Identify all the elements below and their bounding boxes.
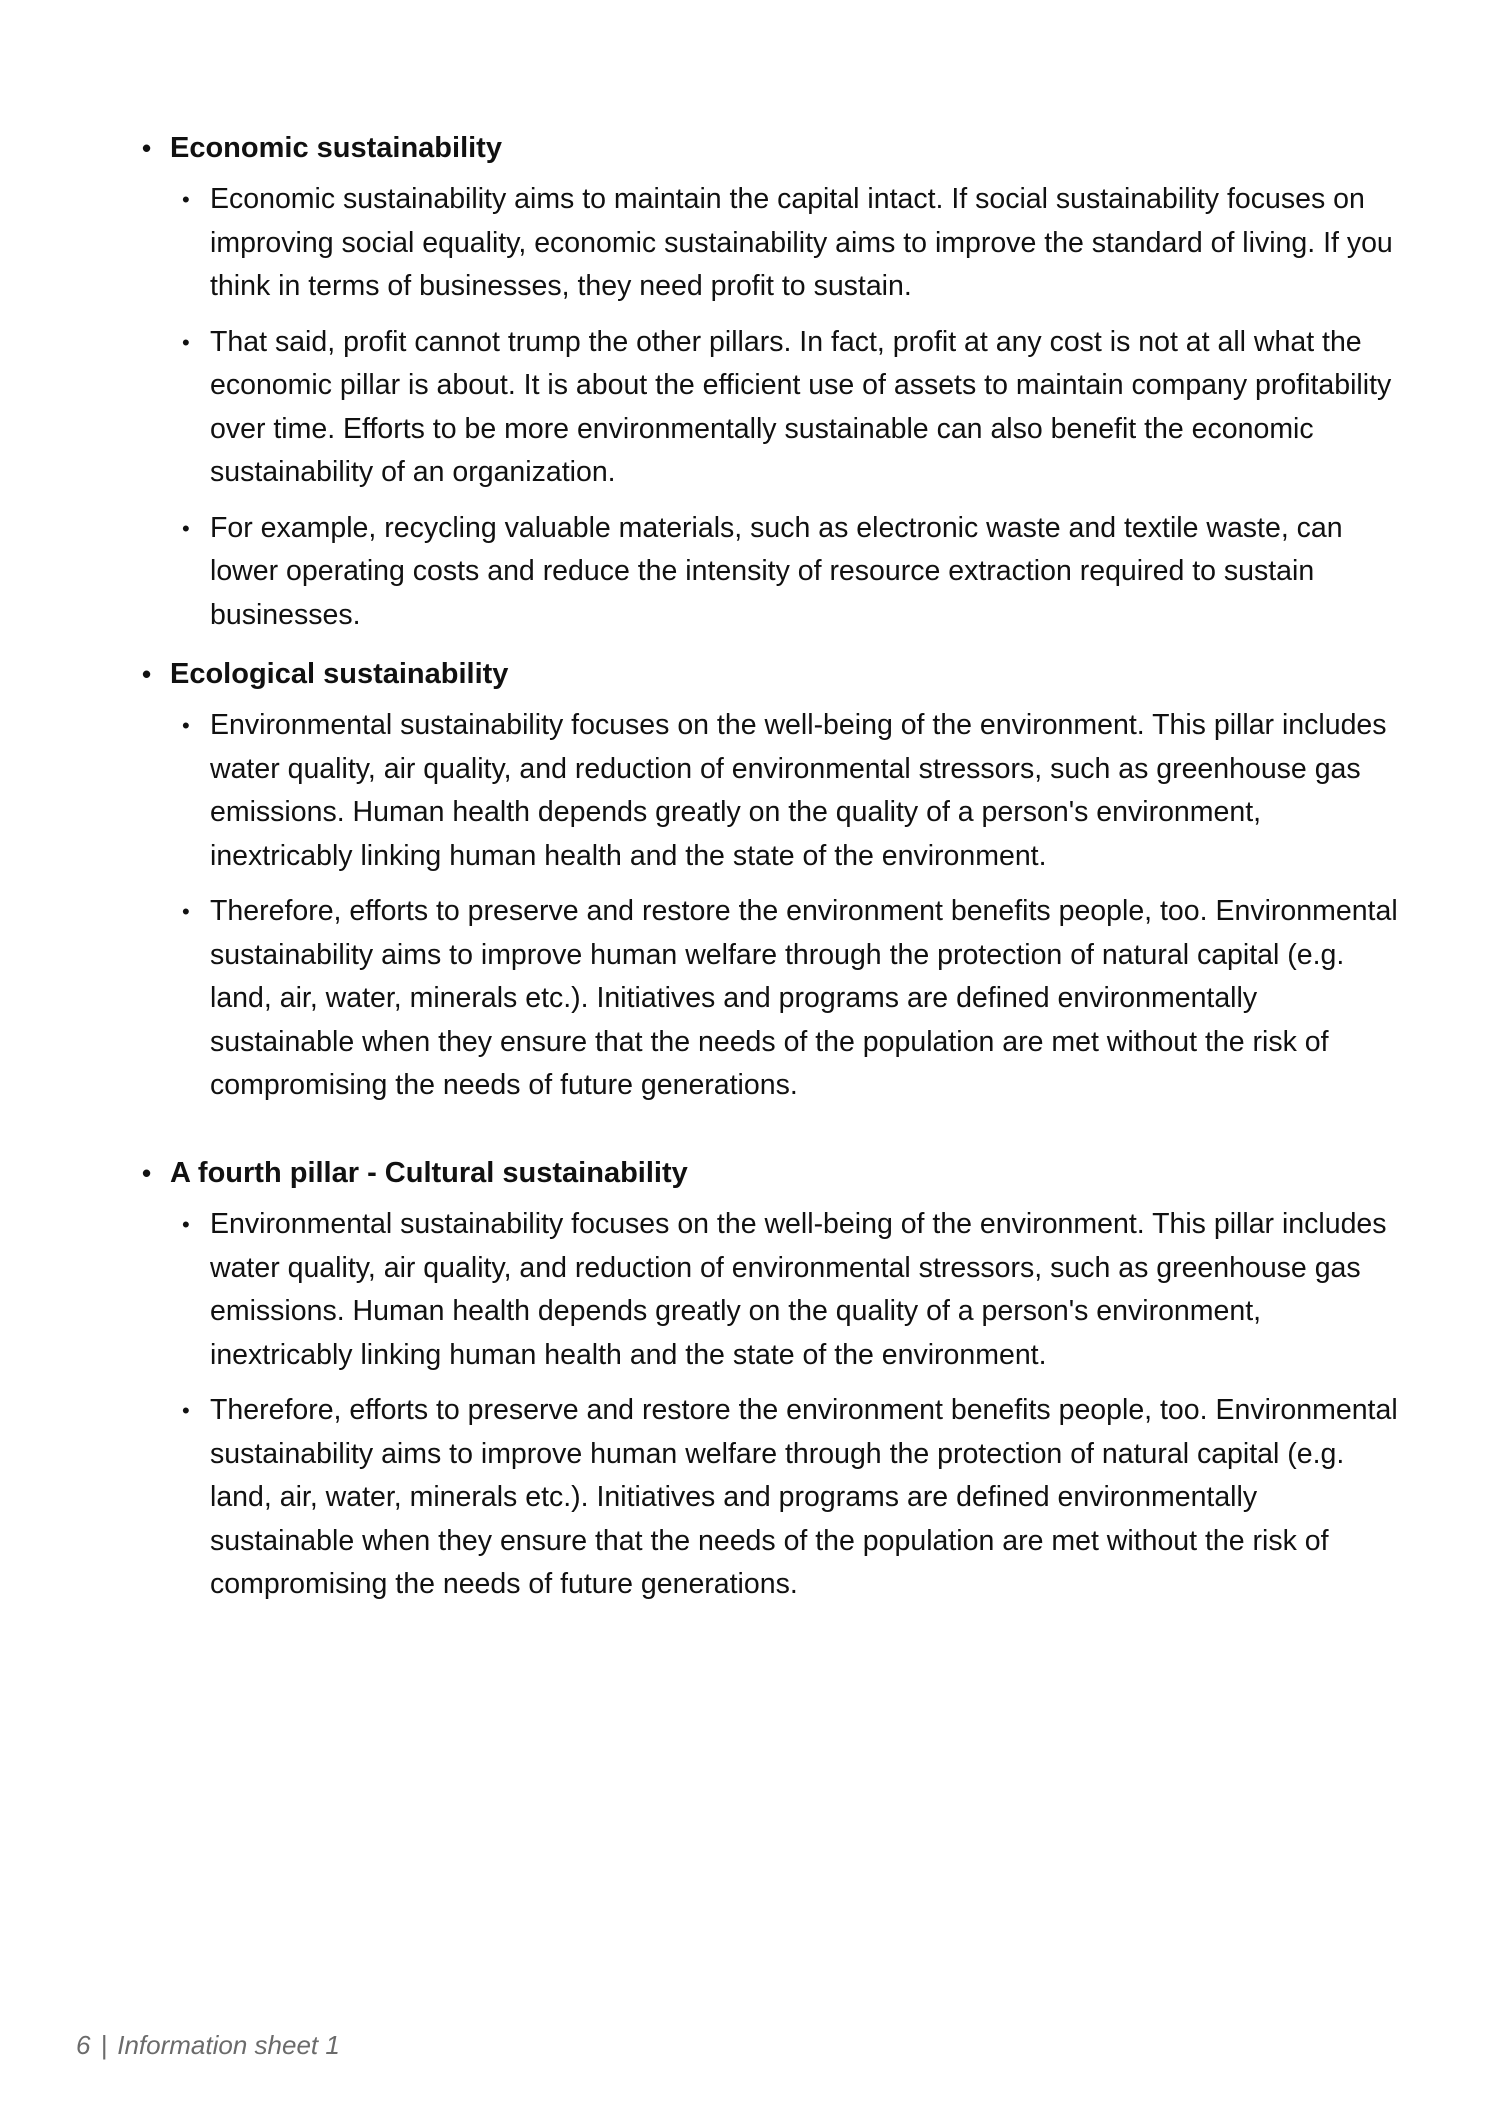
list-item-text: Environmental sustainability focuses on the well-being of the environment. This pillar includes water quality, air quality, and reduction of environmental stressors, such as greenhouse gas emissions. Human health depends greatly on the quality of a person's environment, inextricably linking human health and the state of the environment. (210, 709, 1387, 872)
section-heading-text: Ecological sustainability (170, 658, 509, 690)
bullet-icon: • (182, 1212, 190, 1237)
list-item (182, 1389, 1398, 1607)
list-item-text: For example, recycling valuable materials, such as electronic waste and textile waste, can lower operating costs and reduce the intensity of resource extraction required to sustain businesses. (210, 511, 1343, 631)
section-heading (138, 1155, 1398, 1191)
page-footer (76, 2030, 340, 2061)
section-heading-text: A fourth pillar - Cultural sustainability (170, 1157, 688, 1189)
bullet-icon: • (142, 659, 152, 689)
bullet-icon: • (182, 515, 190, 541)
bullet-icon: • (182, 329, 190, 355)
list-item (182, 321, 1398, 495)
footer-separator: | (100, 2030, 108, 2060)
bullet-list (182, 1203, 1398, 1607)
section-heading (138, 130, 1398, 166)
section-ecological (138, 656, 1398, 1108)
list-item-text: Environmental sustainability focuses on the well-being of the environment. This pillar includes water quality, air quality, and reduction of environmental stressors, such as greenhouse gas emissions. Human health depends greatly on the quality of a person's environment, inextricably linking human health and the state of the environment. (210, 1208, 1387, 1371)
bullet-list (182, 178, 1398, 637)
bullet-icon: • (142, 1158, 152, 1188)
bullet-icon: • (182, 187, 190, 212)
bullet-icon: • (182, 1398, 190, 1423)
section-heading (138, 656, 1398, 692)
list-item-text: That said, profit cannot trump the other pillars. In fact, profit at any cost is not at all what the economic pillar is about. It is about the efficient use of assets to maintain company profitability over time. Efforts to be more environmentally sustainable can also benefit the economic sustainability of an organization. (210, 325, 1392, 488)
list-item-text: Therefore, efforts to preserve and restore the environment benefits people, too. Environmental sustainability aims to improve human welfare through the protection of natural capital (e.g. land, air, water, minerals etc.). Initiatives and programs are defined environmentally sustainable when they ensure that the needs of the population are met without the risk of compromising the needs of future generations. (210, 895, 1398, 1101)
bullet-icon: • (142, 133, 152, 163)
list-item-text: Economic sustainability aims to maintain the capital intact. If social sustainability focuses on improving social equality, economic sustainability aims to improve the standard of living. If you think in terms of businesses, they need profit to sustain. (210, 183, 1393, 302)
list-item (182, 178, 1398, 309)
list-item (182, 704, 1398, 878)
section-cultural (138, 1155, 1398, 1607)
bullet-list (182, 704, 1398, 1108)
list-item (182, 890, 1398, 1108)
section-heading-text: Economic sustainability (170, 132, 502, 164)
list-item-text: Therefore, efforts to preserve and restore the environment benefits people, too. Environmental sustainability aims to improve human welfare through the protection of natural capital (e.g. land, air, water, minerals etc.). Initiatives and programs are defined environmentally sustainable when they ensure that the needs of the population are met without the risk of compromising the needs of future generations. (210, 1394, 1398, 1600)
footer-label: Information sheet 1 (117, 2030, 340, 2060)
bullet-icon: • (182, 713, 190, 738)
list-item (182, 507, 1398, 638)
page-number: 6 (76, 2030, 91, 2060)
list-item (182, 1203, 1398, 1377)
section-economic (138, 130, 1398, 637)
bullet-icon: • (182, 899, 190, 924)
